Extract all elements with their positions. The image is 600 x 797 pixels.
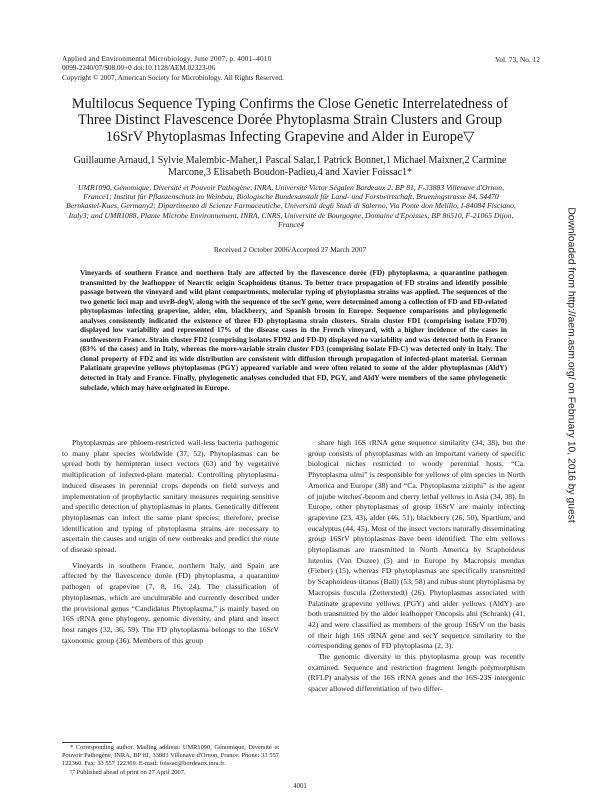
download-stamp [563, 170, 579, 560]
body-paragraph: Phytoplasmas are phloem-restricted wall-less bacteria pathogenic to many plant species worldwide (37, 52). Phytoplasmas can be spread both by hemipteran insect vectors (63) and by vegetative multiplication of infected-plant material. Controlling phytoplasma-induced diseases in perennial crops depends on field surveys and implementation of prophylactic sanitary measures requiring sensitive and specific detection of phytoplasmas in plants. Genetically different phytoplasmas can infect the same plant species; therefore, precise identification and typing of phytoplasma strains are necessary to ascertain the causes and origin of new outbreaks and predict the route of disease spread. [62, 438, 279, 555]
issn-doi: 0099-2240/07/$08.00+0 doi:10.1128/AEM.02323-06 [62, 64, 216, 73]
copyright-line: Copyright © 2007, American Society for Microbiology. All Rights Reserved. [62, 73, 284, 82]
volume-issue: Vol. 73, No. 12 [494, 55, 540, 64]
body-column-right [308, 438, 525, 695]
abstract: Vineyards of southern France and northern Italy are affected by the flavescence dorée (FD) phytoplasma, a quarantine pathogen transmitted by the leafhopper of Nearctic origin Scaphoideus titanus. To better trace propagation of FD strains and identify possible passage between the vineyard and wild plant compartments, molecular typing of phytoplasma strains was applied. The sequences of the two genetic loci map and uvrB-degV, along with the sequence of the secY gene, were determined among a collection of FD and FD-related phytoplasmas infecting grapevine, alder, elm, blackberry, and Spanish broom in Europe. Sequence comparisons and phylogenetic analyses consistently indicated the existence of three FD phytoplasma strain clusters. Strain cluster FD1 (comprising isolate FD70) displayed low variability and represented 17% of the disease cases in the French vineyard, with a higher incidence of the cases in southwestern France. Strain cluster FD2 (comprising isolates FD92 and FD-D) displayed no variability and was detected both in France (83% of the cases) and in Italy, whereas the more-variable strain cluster FD3 (comprising isolate FD-C) was detected only in Italy. The clonal property of FD2 and its wide distribution are consistent with diffusion through propagation of infected-plant material. German Palatinate grapevine yellows phytoplasmas (PGY) appeared variable and were often related to some of the alder phytoplasmas (AldY) detected in Italy and France. Finally, phylogenetic analyses concluded that FD, PGY, and AldY were members of the same phylogenetic subclade, which may have originated in Europe. [80, 268, 507, 392]
published-ahead-note: ▽ Published ahead of print on 27 April 2007. [70, 768, 186, 776]
received-dates: Received 2 October 2006/Accepted 27 March 2007 [213, 245, 367, 254]
running-header [62, 55, 284, 83]
footnote-divider [62, 742, 112, 743]
author-list: Guillaume Arnaud,1 Sylvie Malembic-Maher,1 Pascal Salar,1 Patrick Bonnet,1 Michael Maixner,2 Carmine Marcone,3 Elisabeth Boudon-Padieu,4 and Xavier Foissac1* [73, 155, 507, 179]
body-paragraph: Vineyards in southern France, northern Italy, and Spain are affected by the flavescence dorée (FD) phytoplasma, a quarantine pathogen of grapevine (7, 8, 16, 24). The classification of phytoplasmas, which are unculturable and currently described under the provisional genus “Candidatus Phytoplasma,” is mainly based on 16S rRNA gene phylogeny, genomic diversity, and plant and insect host ranges (32, 36, 59). The FD phytoplasma belongs to the 16SrV taxonomic group (36). Members of this group [62, 560, 279, 645]
body-paragraph: share high 16S rRNA gene sequence similarity (34, 38), but the group consists of phytoplasmas with an important variety of specific biological niches restricted to woody perennial hosts. “Ca. Phytoplasma ulmi” is responsible for yellows of elm species in North America and Europe (38) and “Ca. Phytoplasma ziziphi” is the agent of jujube witches'-broom and cherry lethal yellows in Asia (34, 38). In Europe, other phytoplasmas of group 16SrV are mainly infecting grapevine (23, 43), alder (46, 51), blackberry (26, 50), Spartium, and eucalyptus (44, 45). Most of the insect vectors naturally disseminating group 16SrV phytoplasmas have been identified. The elm yellows phytoplasmas are transmitted in North America by Scaphoideus luteolus (Van Duzee) (5) and in Europe by Macropsis mendax (Fieber) (15), whereas FD phytoplasmas are specifically transmitted by Scaphoideus titanus (Ball) (53, 58) and rubus stunt phytoplasma by Macropsis fuscula (Zetterstedt) (26). Phytoplasmas associated with Palatinate grapevine yellows (PGY) and alder yellows (AldY) are both transmitted by the alder leafhopper Oncopsis alni (Schrank) (41, 42) and were classified as members of the group 16SrV on the basis of their high 16S rRNA gene and secY sequence similarity to the corresponding genes of FD phytoplasma (2, 3). [308, 438, 525, 651]
corresponding-author-note: * Corresponding author. Mailing address: UMR1090, Génomique, Diversité et Pouvoir Pathogène, INRA, BP 81, 33883 Villenave d'Ornon, France. Phone: 33 557 122360. Fax: 33 557 122369. E-mail: foissac@bordeaux.inra.fr. [62, 744, 279, 768]
affiliations: UMR1090, Génomique, Diversité et Pouvoir Pathogène, INRA, Université Victor Ségalen Bordeaux 2, BP 81, F-33883 Villenave d'Ornon, France1; Institut für Pflanzenschutz im Weinbau, Biologische Bundesanstalt für Land- und Forstwirtschaft, Brueningstrasse 84, 54470 Bernkastel-Kues, Germany2; Dipartimento di Scienze Farmaceutiche, Università degli Studi di Salerno, Via Ponte don Melillo, I-84084 Fisciano, Italy3; and UMR1088, Plante Microbe Environnement, INRA, CNRS, Université de Bourgogne, Domaine d'Epoisses, BP 86510, F-21065 Dijon, France4 [66, 183, 516, 229]
body-paragraph: The genomic diversity in this phytoplasma group was recently examined. Sequence and restriction fragment length polymorphism (RFLP) analysis of the 16S rRNA genes and the 16S-23S intergenic spacer allowed differentiation of two differ- [308, 652, 525, 694]
journal-citation: Applied and Environmental Microbiology, June 2007, p. 4001–4010 [62, 55, 272, 63]
footnotes [62, 744, 279, 777]
page-number: 4001 [293, 783, 307, 790]
download-stamp-text: Downloaded from http://aem.asm.org/ on February 10, 2016 by guest [565, 207, 577, 523]
article-title: Multilocus Sequence Typing Confirms the Close Genetic Interrelatedness of Three Distinct Flavescence Dorée Phytoplasma Strain Clusters and Group 16SrV Phytoplasmas Infecting Grapevine and Alder in Europe▽ [71, 96, 509, 145]
body-column-left [62, 438, 279, 646]
